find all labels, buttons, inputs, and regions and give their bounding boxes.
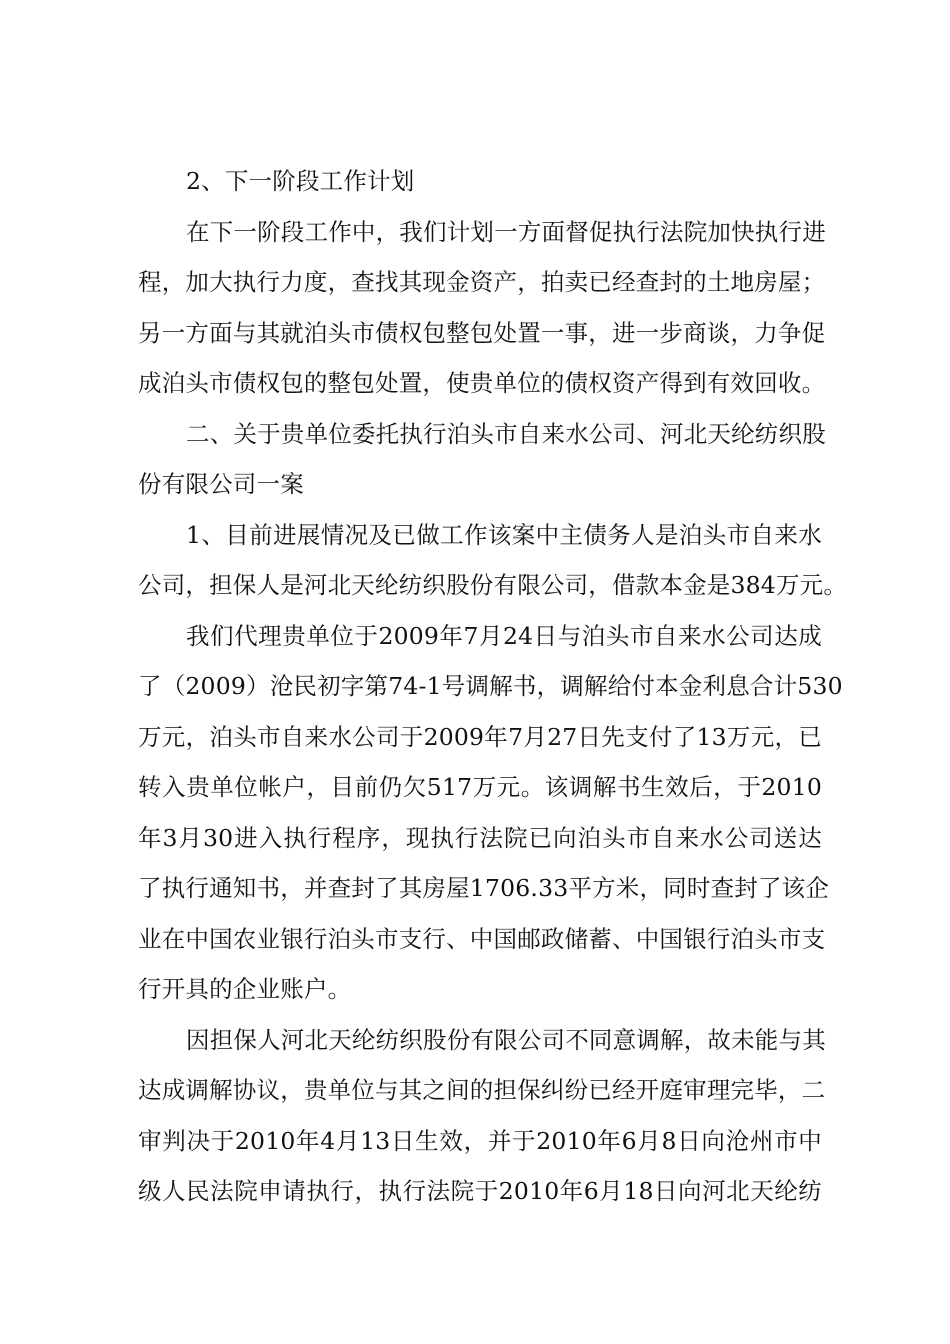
paragraph-line: 程，加大执行力度，查找其现金资产，拍卖已经查封的土地房屋； <box>138 268 826 296</box>
section-heading-line: 份有限公司一案 <box>138 470 304 498</box>
paragraph-line: 我们代理贵单位于2009年7月24日与泊头市自来水公司达成 <box>186 621 822 650</box>
paragraph-line: 转入贵单位帐户，目前仍欠517万元。该调解书生效后，于2010 <box>138 773 822 801</box>
paragraph-line: 公司，担保人是河北天纶纺织股份有限公司，借款本金是384万元。 <box>138 571 848 599</box>
paragraph-line: 级人民法院申请执行，执行法院于2010年6月18日向河北天纶纺 <box>138 1177 822 1205</box>
paragraph-line: 在下一阶段工作中，我们计划一方面督促执行法院加快执行进 <box>186 217 826 246</box>
paragraph-line: 万元，泊头市自来水公司于2009年7月27日先支付了13万元，已 <box>138 722 822 751</box>
paragraph-line: 了执行通知书，并查封了其房屋1706.33平方米，同时查封了该企 <box>138 874 830 902</box>
paragraph-line: 业在中国农业银行泊头市支行、中国邮政储蓄、中国银行泊头市支 <box>138 924 826 953</box>
section-heading-line: 二、关于贵单位委托执行泊头市自来水公司、河北天纶纺织股 <box>186 419 826 448</box>
paragraph-line: 达成调解协议，贵单位与其之间的担保纠纷已经开庭审理完毕，二 <box>138 1076 826 1104</box>
paragraph-line: 成泊头市债权包的整包处置，使贵单位的债权资产得到有效回收。 <box>138 369 826 397</box>
paragraph-line: 行开具的企业账户。 <box>138 975 352 1003</box>
paragraph-line: 因担保人河北天纶纺织股份有限公司不同意调解，故未能与其 <box>186 1025 826 1054</box>
heading-next-stage-plan: 2、下一阶段工作计划 <box>186 167 415 195</box>
paragraph-line: 另一方面与其就泊头市债权包整包处置一事，进一步商谈，力争促 <box>138 318 826 347</box>
paragraph-line: 了（2009）沧民初字第74-1号调解书，调解给付本金利息合计530 <box>138 672 843 700</box>
paragraph-line: 年3月30进入执行程序，现执行法院已向泊头市自来水公司送达 <box>138 823 822 852</box>
paragraph-line: 1、目前进展情况及已做工作该案中主债务人是泊头市自来水 <box>186 520 822 549</box>
paragraph-line: 审判决于2010年4月13日生效，并于2010年6月8日向沧州市中 <box>138 1126 822 1155</box>
document-body <box>138 161 848 1222</box>
